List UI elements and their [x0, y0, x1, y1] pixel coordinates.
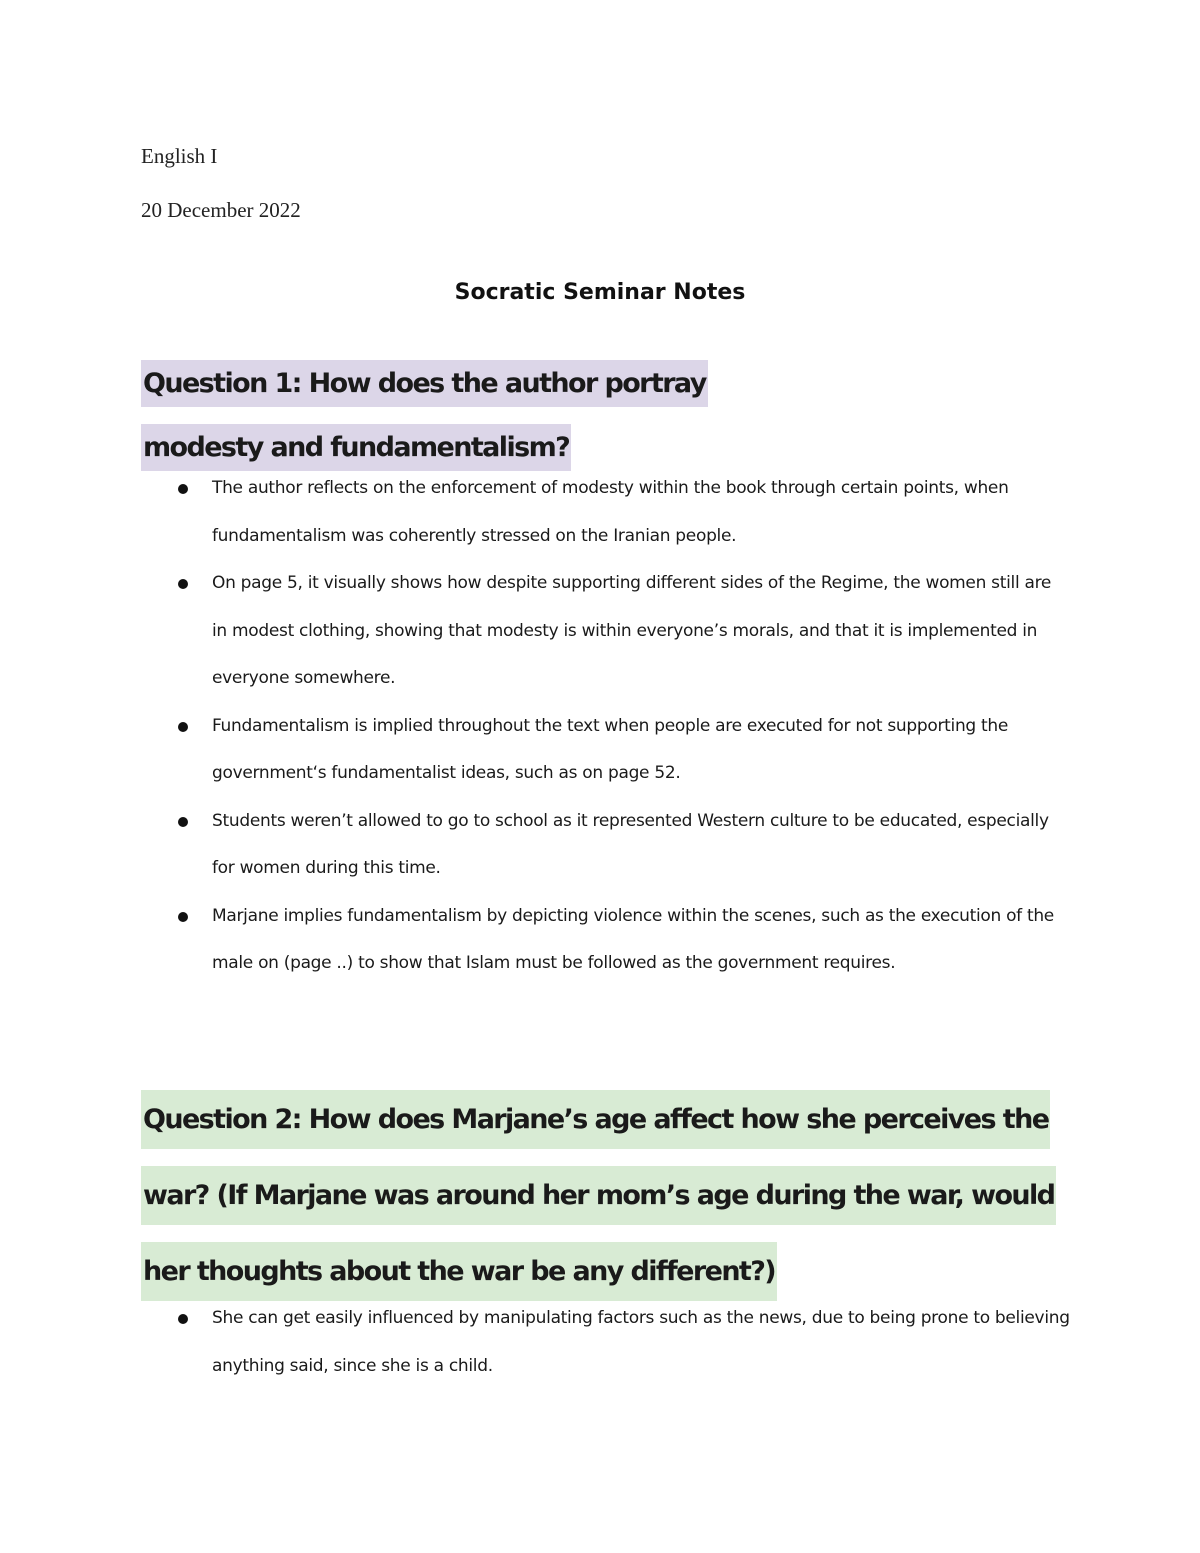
list-item — [0, 560, 1200, 703]
bullet-icon — [178, 817, 188, 827]
note-text: Marjane implies fundamentalism by depicting violence within the scenes, such as the execution of the male on (page ..) to show that Islam must be followed as the government requires. — [212, 905, 1054, 973]
question-2-notes-list — [0, 1295, 1200, 1390]
document-date: 20 December 2022 — [141, 198, 301, 222]
list-item — [0, 703, 1200, 798]
question-2-text: Question 2: How does Marjane’s age affect how she perceives the war? (If Marjane was around her mom’s age during the war, would her thoughts about the war be any different?) — [141, 1090, 1056, 1301]
list-item — [0, 893, 1200, 988]
list-item — [0, 465, 1200, 560]
bullet-icon — [178, 722, 188, 732]
bullet-icon — [178, 1314, 188, 1324]
bullet-icon — [178, 484, 188, 494]
question-1-heading — [141, 352, 801, 480]
question-1-text: Question 1: How does the author portray modesty and fundamentalism? — [141, 360, 708, 471]
page-title: Socratic Seminar Notes — [454, 280, 746, 305]
question-2-heading — [141, 1082, 1061, 1310]
bullet-icon — [178, 912, 188, 922]
question-1-notes-list — [0, 465, 1200, 988]
note-text: Students weren’t allowed to go to school as it represented Western culture to be educated, especially for women during this time. — [212, 810, 1049, 878]
bullet-icon — [178, 579, 188, 589]
note-text: On page 5, it visually shows how despite supporting different sides of the Regime, the women still are in modest clothing, showing that modesty is within everyone’s morals, and that it is implemented in everyone somewhere. — [212, 573, 1052, 688]
note-text: She can get easily influenced by manipulating factors such as the news, due to being prone to believing anything said, since she is a child. — [212, 1308, 1070, 1376]
list-item — [0, 1295, 1200, 1390]
list-item — [0, 798, 1200, 893]
course-name: English I — [141, 144, 218, 168]
note-text: Fundamentalism is implied throughout the text when people are executed for not supporting the government‘s fundamentalist ideas, such as on page 52. — [212, 715, 1009, 783]
note-text: The author reflects on the enforcement of modesty within the book through certain points, when fundamentalism was coherently stressed on the Iranian people. — [212, 478, 1009, 546]
